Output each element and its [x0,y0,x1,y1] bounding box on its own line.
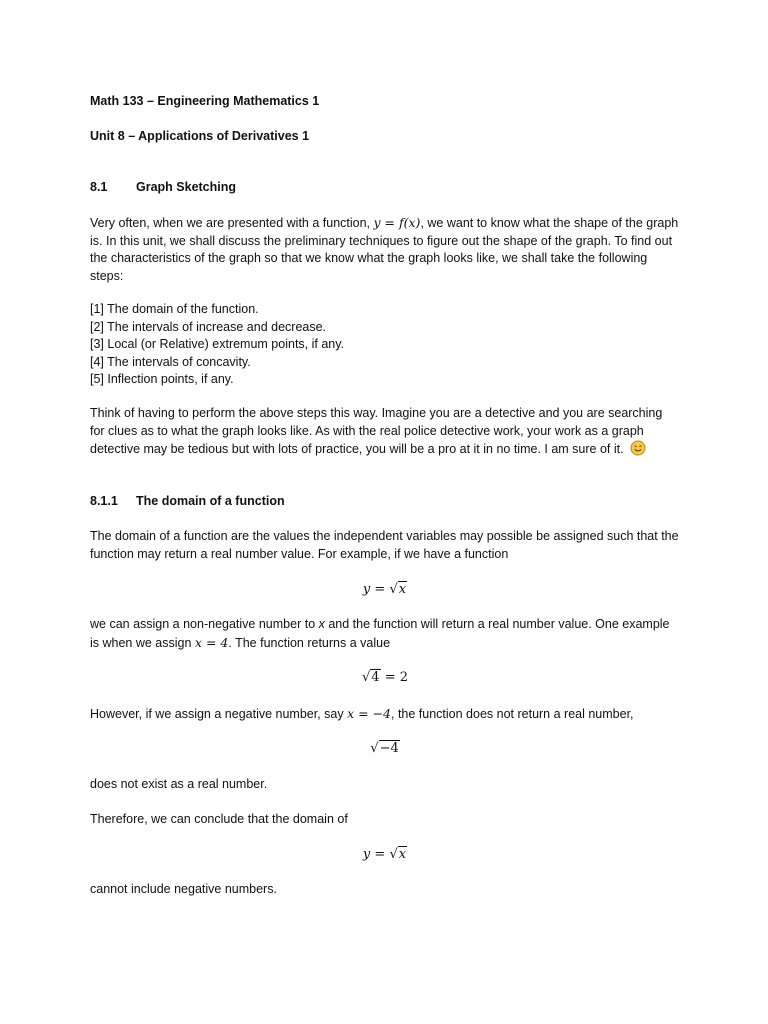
detective-paragraph [90,405,680,462]
equation-y-sqrt-x: y = √x [362,582,407,597]
intro-math: y = f(x) [373,215,421,230]
assign-paragraph [90,616,680,652]
intro-text-after: , we want to know what the shape of the graph is. In this unit, we shall discuss the preliminary techniques to figure out the shape of the graph. To find out the characteristics of the graph so that we know what the graph looks like, we shall take the following steps: [90,216,679,283]
section-title: The domain of a function [136,494,285,508]
section-title: Graph Sketching [136,180,237,194]
text-run: However, if we assign a negative number, say [90,707,348,721]
inline-math: x = 4 [194,634,229,650]
equation-sqrt-4: √4 = 2 [361,670,408,685]
list-item: [3] Local (or Relative) extremum points, if any. [90,337,345,351]
radicand: 4 [371,670,380,685]
course-title: Math 133 – Engineering Mathematics 1 [90,94,320,108]
radicand: x [398,582,407,597]
text-run: and the function will return a real number value. One example is when we assign [90,617,670,650]
equation-lhs: y [362,847,371,862]
list-item: [2] The intervals of increase and decrease. [90,319,327,334]
variable-x: x [318,617,325,631]
section-number: 8.1.1 [90,494,118,508]
intro-paragraph [90,214,680,285]
text-run: we can assign a non-negative number to [90,617,319,631]
text-run: . The function returns a value [228,635,391,650]
equation-y-sqrt-x-2: y = √x [362,847,407,862]
equation-rhs: = 2 [384,670,408,685]
negative-paragraph [90,705,680,724]
intro-text-before: Very often, when we are presented with a function, [90,216,371,230]
section-heading-8-1 [90,179,680,197]
equation-lhs: y [362,582,371,597]
list-item: [5] Inflection points, if any. [90,372,234,386]
section-heading-8-1-1 [90,493,680,511]
not-exist-paragraph: does not exist as a real number. [90,777,268,791]
equation-sqrt-neg-4: √−4 [370,741,399,756]
radicand: x [398,847,407,862]
radicand: −4 [379,741,399,756]
final-paragraph: cannot include negative numbers. [90,882,277,896]
text-run: , the function does not return a real number, [391,707,634,721]
section-number: 8.1 [90,180,108,194]
inline-math: x = −4 [347,706,391,721]
smiley-face-icon [630,440,646,462]
list-item: [4] The intervals of concavity. [90,354,251,369]
steps-list [90,301,680,389]
list-item: [1] The domain of the function. [90,302,259,316]
domain-paragraph: The domain of a function are the values the independent variables may possible be assigned such that the function may return a real number value. For example, if we have a function [90,529,679,561]
unit-title: Unit 8 – Applications of Derivatives 1 [90,129,310,143]
detective-text: Think of having to perform the above steps this way. Imagine you are a detective and you are searching for clues as to what the graph looks like. As with the real police detective work, your work as a graph detective may be tedious but with lots of practice, you will be a pro at it in no time. I am sure of it. [90,406,663,456]
conclude-paragraph: Therefore, we can conclude that the domain of [90,812,348,826]
